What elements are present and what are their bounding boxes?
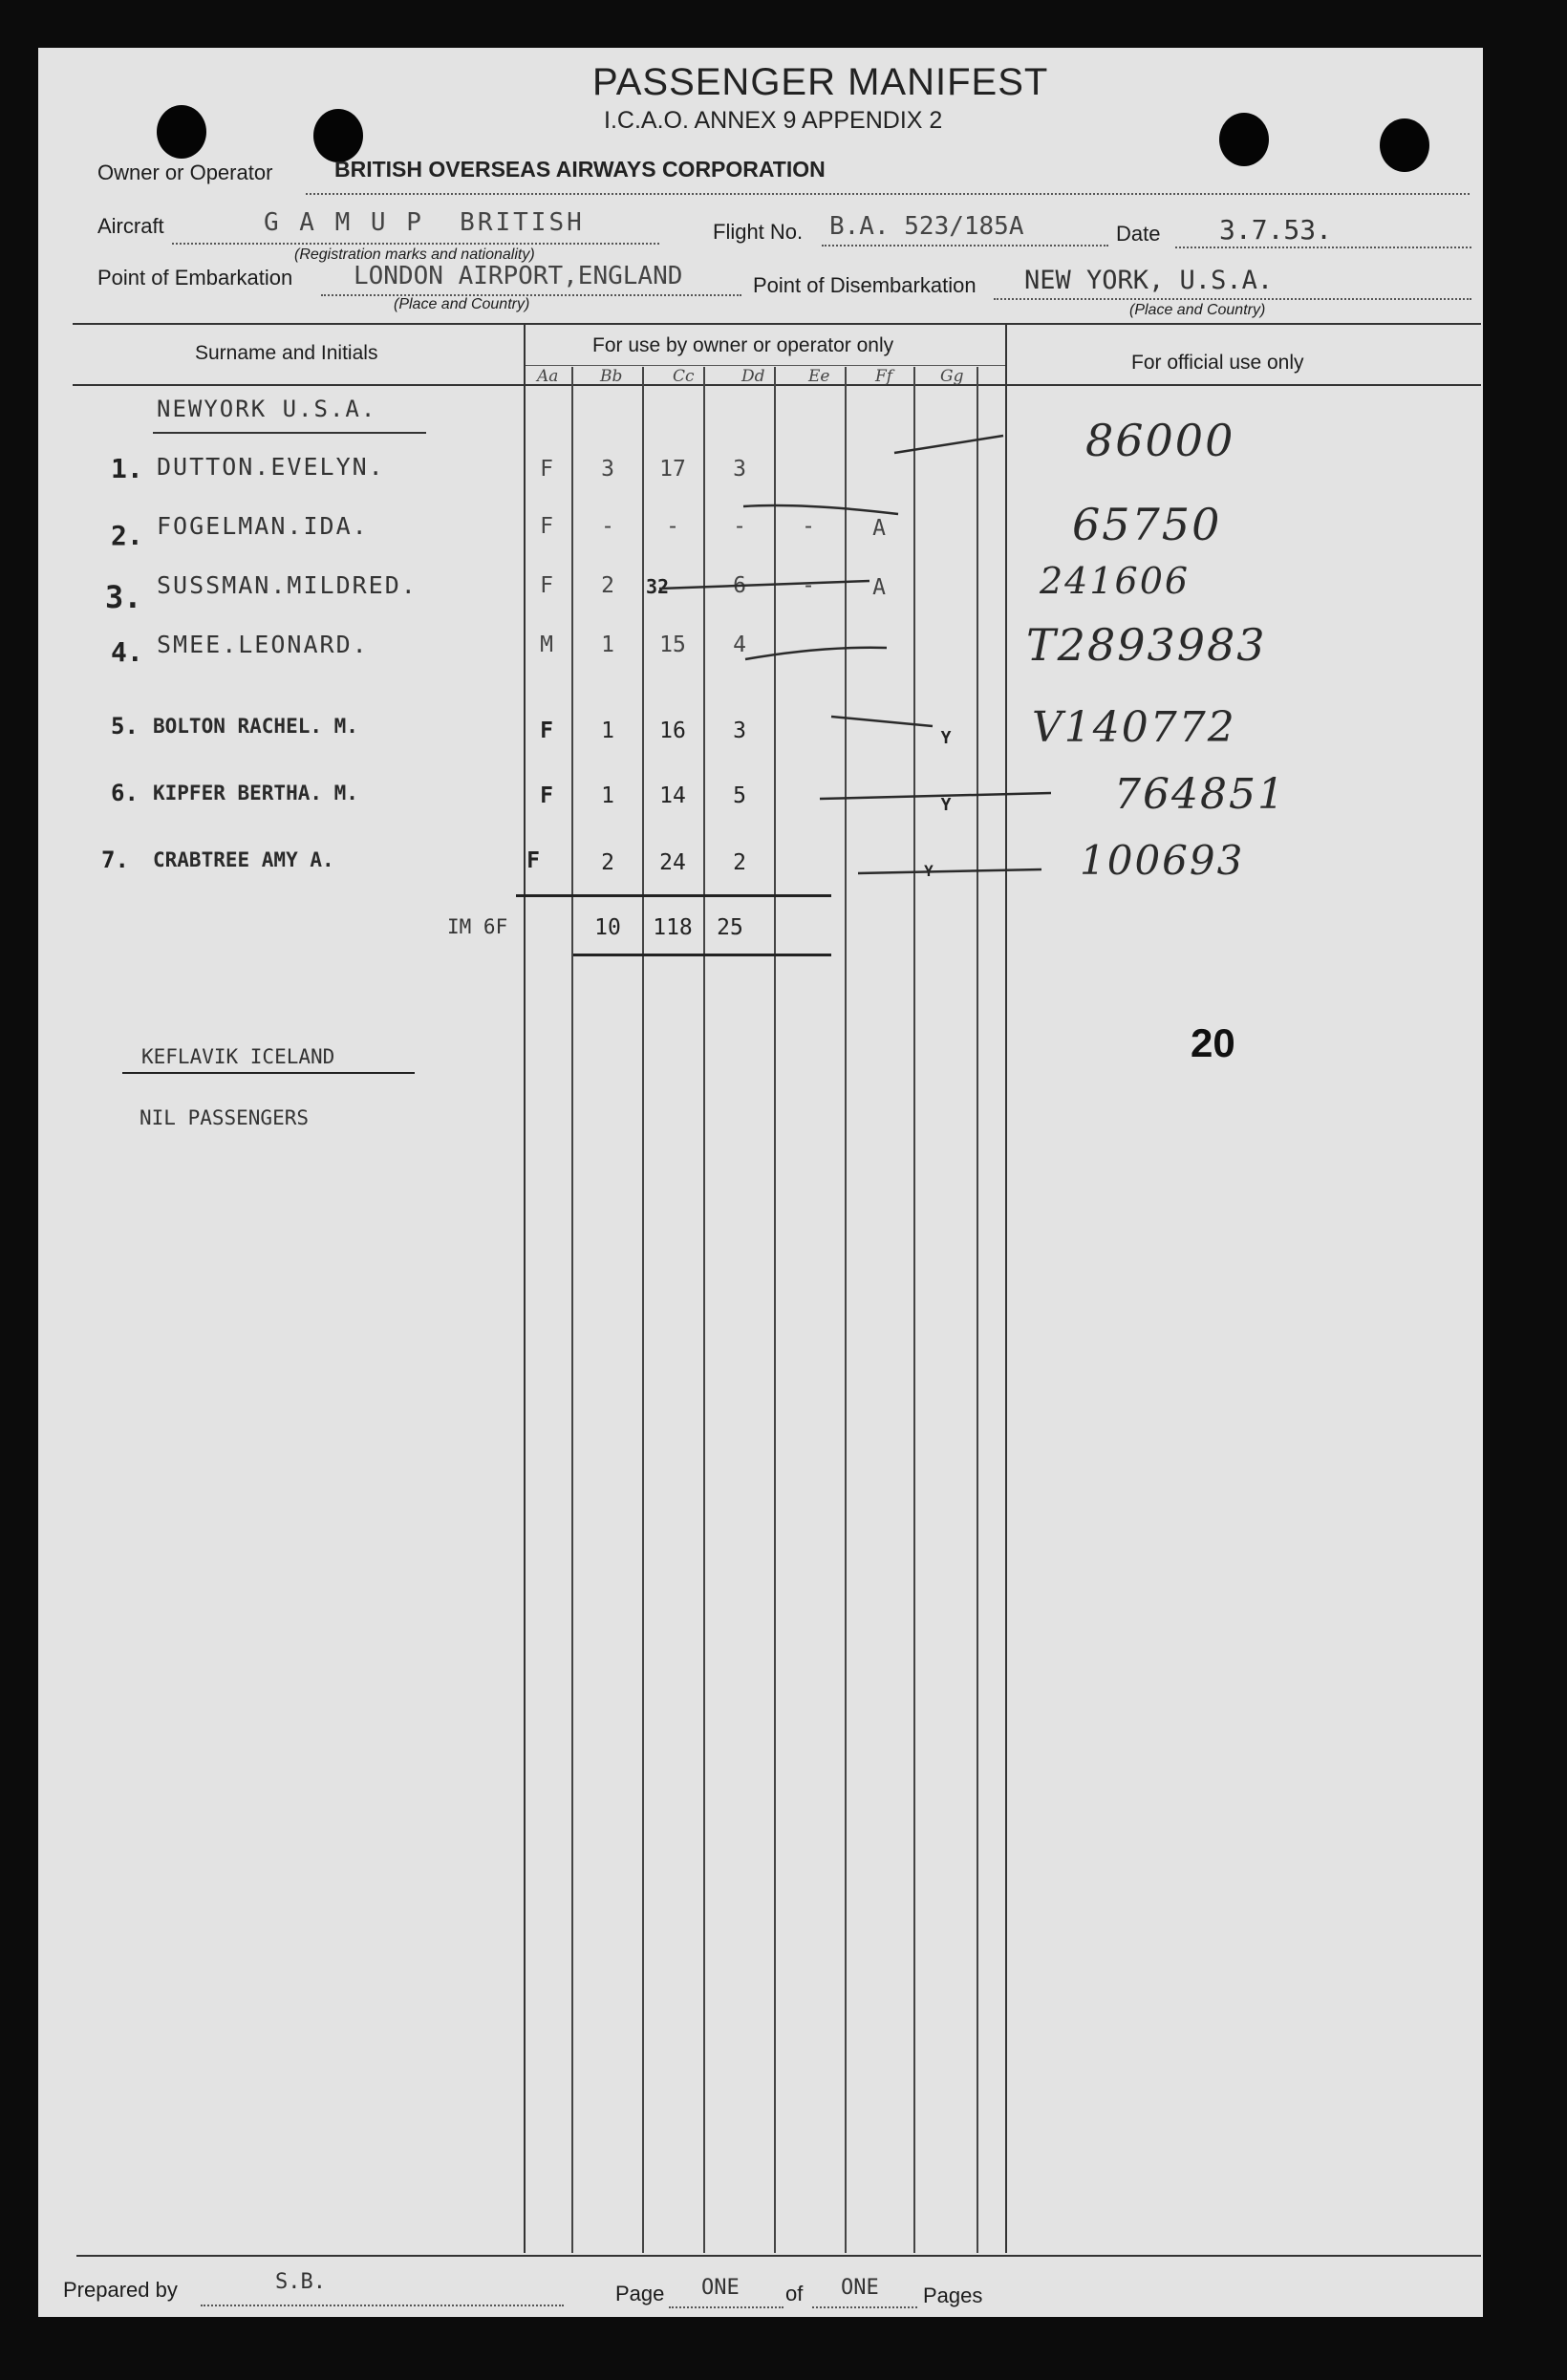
pages-label: Pages: [923, 2284, 983, 2307]
row-number: 6.: [111, 780, 139, 806]
subcol-d: Dd: [741, 367, 765, 386]
cell-c: 16: [659, 718, 686, 743]
registration-note: (Registration marks and nationality): [294, 247, 535, 263]
cell-c: 32: [645, 575, 670, 598]
cell-a: F: [540, 457, 553, 482]
subcol-e: Ee: [808, 367, 830, 386]
row-number: 1.: [111, 453, 143, 484]
aircraft-value: G A M U P BRITISH: [264, 208, 585, 237]
cell-d: 6: [733, 573, 746, 598]
official-number: 86000: [1085, 415, 1235, 466]
cell-d: 5: [733, 783, 746, 808]
section-heading-keflavik: KEFLAVIK ICELAND: [141, 1045, 335, 1068]
of-label: of: [785, 2282, 804, 2305]
page-value: ONE: [701, 2276, 740, 2300]
col-official-header: For official use only: [1131, 352, 1304, 374]
subcol-a: Aa: [537, 367, 559, 386]
disembark-value: NEW YORK, U.S.A.: [1024, 266, 1274, 295]
passenger-name: SMEE.LEONARD.: [157, 631, 369, 658]
page-label: Page: [615, 2282, 665, 2305]
punch-hole-right-2: [1380, 118, 1429, 172]
passenger-name: KIPFER BERTHA. M.: [153, 782, 358, 804]
total-c: 118: [653, 915, 693, 940]
cell-g: Y: [940, 795, 952, 815]
cell-d: 3: [733, 457, 746, 482]
date-value: 3.7.53.: [1219, 214, 1333, 246]
row-number: 3.: [105, 579, 142, 615]
page-title: PASSENGER MANIFEST: [592, 61, 1049, 103]
cell-e: -: [802, 573, 815, 598]
cell-b: 3: [601, 457, 614, 482]
section-note-nil: NIL PASSENGERS: [140, 1106, 310, 1129]
prepared-value: S.B.: [275, 2270, 326, 2294]
total-b: 10: [594, 915, 621, 940]
cell-c: 24: [659, 850, 686, 875]
cell-b: 2: [601, 573, 614, 598]
cell-a: M: [540, 633, 553, 657]
cell-a: F: [540, 718, 553, 743]
total-label: IM 6F: [447, 915, 508, 938]
cell-c: 17: [659, 457, 686, 482]
row-number: 5.: [111, 713, 139, 740]
owner-value: BRITISH OVERSEAS AIRWAYS CORPORATION: [334, 157, 826, 182]
embark-label: Point of Embarkation: [97, 266, 293, 289]
owner-label: Owner or Operator: [97, 161, 273, 184]
cell-f: A: [872, 575, 886, 600]
strike-marks: [38, 48, 1483, 2317]
date-label: Date: [1116, 222, 1161, 246]
cell-c: 15: [659, 633, 686, 657]
punch-hole-left-1: [157, 105, 206, 159]
cell-d: 4: [733, 633, 746, 657]
aircraft-label: Aircraft: [97, 214, 164, 238]
embark-value: LONDON AIRPORT,ENGLAND: [354, 262, 683, 290]
cell-b: 1: [601, 783, 614, 808]
cell-a: F: [540, 573, 553, 598]
col-surname-header: Surname and Initials: [195, 342, 378, 364]
passenger-name: SUSSMAN.MILDRED.: [157, 571, 418, 599]
manifest-sheet: [38, 48, 1483, 2317]
row-number: 7.: [101, 847, 129, 873]
cell-b: -: [601, 514, 614, 539]
cell-f: A: [872, 516, 886, 541]
official-number: 764851: [1114, 770, 1286, 819]
official-number: 241606: [1040, 560, 1191, 602]
flight-label: Flight No.: [713, 220, 804, 244]
passenger-name: FOGELMAN.IDA.: [157, 512, 369, 540]
passenger-name: DUTTON.EVELYN.: [157, 453, 385, 481]
cell-a: F: [540, 514, 553, 539]
total-d: 25: [717, 915, 743, 940]
punch-hole-right-1: [1219, 113, 1269, 166]
prepared-label: Prepared by: [63, 2278, 178, 2302]
row-number: 4.: [111, 636, 143, 668]
cell-g: Y: [940, 728, 952, 748]
stamp-number: 20: [1191, 1020, 1235, 1065]
cell-b: 2: [601, 850, 614, 875]
subcol-b: Bb: [600, 367, 623, 386]
cell-b: 1: [601, 718, 614, 743]
disembark-label: Point of Disembarkation: [749, 273, 977, 298]
subcol-g: Gg: [940, 367, 964, 386]
disembark-note: (Place and Country): [1129, 302, 1266, 318]
embark-note: (Place and Country): [394, 296, 530, 312]
passenger-name: BOLTON RACHEL. M.: [153, 715, 358, 738]
section-heading-newyork: NEWYORK U.S.A.: [157, 396, 377, 422]
cell-c: -: [666, 514, 679, 539]
official-number: T2893983: [1026, 619, 1267, 671]
passenger-name: CRABTREE AMY A.: [153, 848, 334, 871]
cell-d: -: [733, 514, 746, 539]
cell-g: Y: [924, 862, 934, 880]
subcol-c: Cc: [673, 367, 695, 386]
cell-a: F: [540, 783, 553, 808]
official-number: 100693: [1080, 837, 1245, 884]
cell-b: 1: [601, 633, 614, 657]
row-number: 2.: [111, 520, 143, 551]
official-number: V140772: [1032, 703, 1236, 752]
page-subtitle: I.C.A.O. ANNEX 9 APPENDIX 2: [604, 107, 943, 134]
cell-a: F: [526, 848, 540, 873]
col-owner-header: For use by owner or operator only: [592, 334, 894, 356]
punch-hole-left-2: [313, 109, 363, 162]
cell-c: 14: [659, 783, 686, 808]
subcol-f: Ff: [875, 367, 893, 386]
cell-e: -: [802, 514, 815, 539]
official-number: 65750: [1072, 499, 1222, 550]
of-value: ONE: [841, 2276, 879, 2300]
cell-d: 2: [733, 850, 746, 875]
flight-value: B.A. 523/185A: [829, 212, 1024, 241]
cell-d: 3: [733, 718, 746, 743]
